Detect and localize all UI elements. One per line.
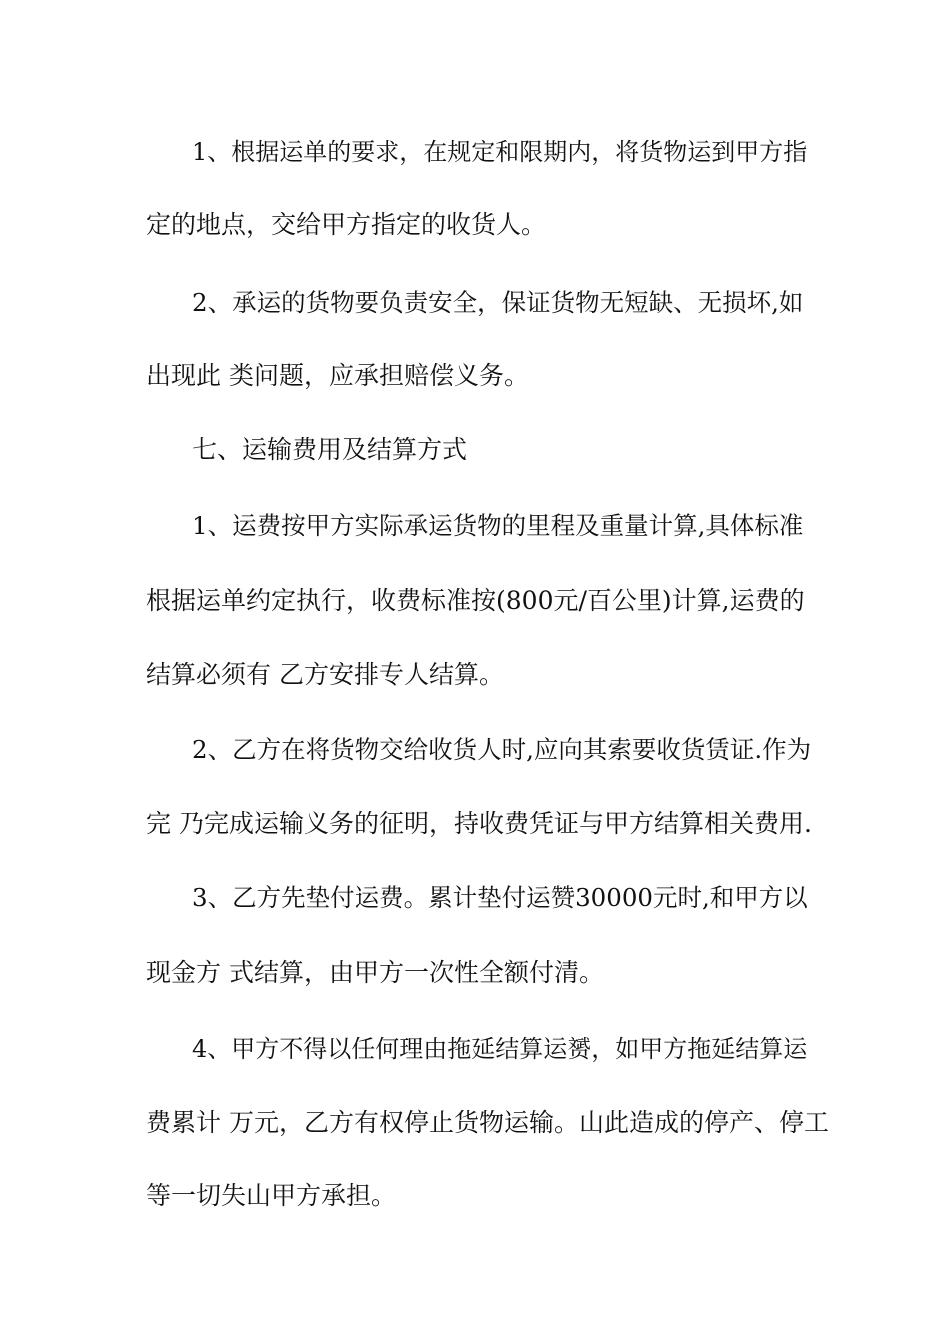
- text-line: 根据运单约定执行，收费标准按(800元/百公里)计算,运费的: [146, 586, 805, 615]
- text-line: 定的地点，交给甲方指定的收货人。: [146, 210, 547, 239]
- text-line: 现金方 式结算，由甲方一次性全额付清。: [146, 958, 604, 987]
- text-line: 等一切失山甲方承担。: [146, 1181, 397, 1210]
- text-line: 费累计 万元，乙方有权停止货物运输。山此造成的停产、停工: [146, 1108, 829, 1137]
- text-line: 3、乙方先垫付运费。累计垫付运赞30000元时,和甲方以: [192, 883, 808, 912]
- section-heading: 七、运输费用及结算方式: [192, 435, 468, 464]
- text-line: 1、运费按甲方实际承运货物的里程及重量计算,具体标准: [192, 511, 804, 540]
- text-line: 4、甲方不得以任何理由拖延结算运赟，如甲方拖延结算运: [192, 1035, 808, 1063]
- text-line: 1、根据运单的要求，在规定和限期内，将货物运到甲方指: [192, 138, 808, 166]
- text-line: 2、乙方在将货物交给收货人时,应向其索要收货赁证.作为: [192, 735, 812, 764]
- text-line: 出现此 类问题，应承担赔偿义务。: [146, 361, 529, 390]
- text-line: 完 乃完成运输义务的征明，持收费凭证与甲方结算相关费用.: [146, 809, 812, 838]
- text-line: 结算必须有 乙方安排专人结算。: [146, 660, 504, 689]
- text-line: 2、承运的货物要负责安全，保证货物无短缺、无损坏,如: [192, 288, 804, 317]
